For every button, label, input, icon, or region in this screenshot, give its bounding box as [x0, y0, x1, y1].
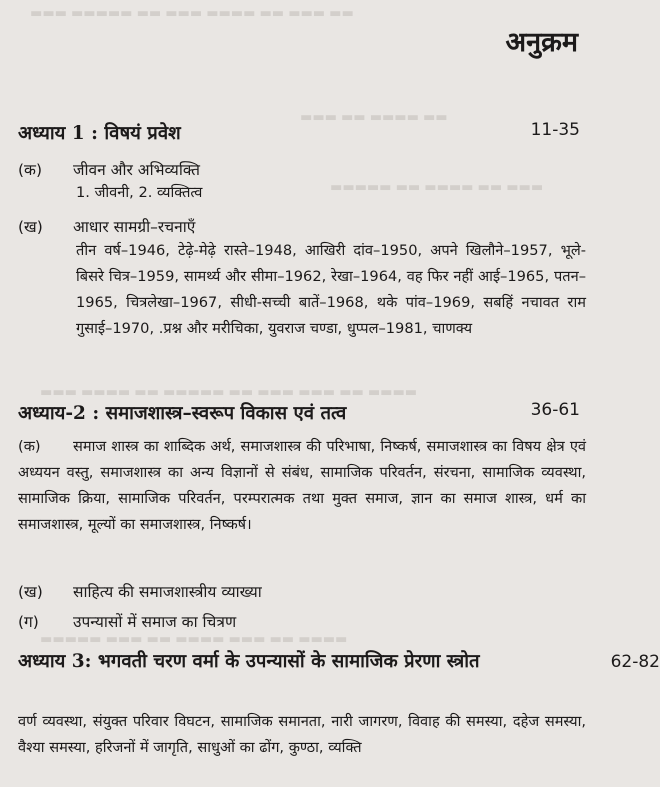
chapter-1-heading	[18, 120, 580, 145]
show-through-text: ▬▬ ▬▬▬ ▬▬ ▬▬▬▬ ▬▬▬ ▬▬ ▬▬▬▬▬ ▬▬▬	[30, 6, 354, 21]
section-marker: (ख)	[18, 583, 43, 601]
section-title: आधार सामग्री–रचनाएँ	[73, 218, 196, 236]
section-title: साहित्य की समाजशास्त्रीय व्याख्या	[73, 583, 262, 601]
section-marker: (ख)	[18, 218, 43, 236]
chapter-pages: 36-61	[530, 400, 580, 420]
section-marker: (ग)	[18, 613, 39, 631]
section-item	[18, 215, 586, 237]
section-body: तीन वर्ष–1946, टेढ़े-मेढ़े रास्ते–1948, आखिरी दांव–1950, अपने खिलौने–1957, भूले-बिसरे चित्र–1959, सामर्थ्य और सीमा–1962, रेखा–1964, वह फिर नहीं आई–1965, पतन–1965, चित्रलेखा–1967, सीधी-सच्ची बातें–1968, थके पांव–1969, सबहिं नचावत राम गुसाई–1970, .प्रश्न और मरीचिका, युवराज चण्डा, धुप्पल–1981, चाणक्य	[76, 242, 586, 337]
chapter-pages: 62-82	[610, 652, 660, 672]
chapter-title: अध्याय 1 : विषयं प्रवेश	[18, 123, 181, 144]
show-through-text: ▬▬ ▬▬▬▬ ▬▬ ▬▬▬	[300, 110, 448, 125]
chapter-pages: 11-35	[530, 120, 580, 140]
section-marker: (क)	[18, 438, 41, 455]
section-paragraph	[18, 434, 586, 538]
chapter-title: अध्याय-2 : समाजशास्त्र–स्वरूप विकास एवं तत्व	[18, 403, 347, 424]
section-title: उपन्यासों में समाज का चित्रण	[73, 613, 237, 631]
chapter-3-heading	[18, 645, 660, 679]
section-title: समाज शास्त्र का शाब्दिक अर्थ, समाजशास्त्र की परिभाषा, निष्कर्ष, समाजशास्त्र का विषय क्षेत्र एवं अध्ययन वस्तु, समाजशास्त्र का अन्य विज्ञानों से संबंध, सामाजिक परिवर्तन, संरचना, सामाजिक व्यवस्था, सामाजिक क्रिया, सामाजिक परिवर्तन, परम्परात्मक तथा मुक्त समाज, ज्ञान का समाज शास्त्र, धर्म का समाजशास्त्र, मूल्यों का समाजशास्त्र, निष्कर्ष।	[18, 438, 586, 533]
show-through-text: ▬▬▬▬ ▬▬ ▬▬▬ ▬▬▬▬ ▬▬ ▬▬▬ ▬▬▬▬▬	[40, 632, 348, 647]
show-through-text: ▬▬▬▬ ▬▬ ▬▬▬ ▬▬▬ ▬▬ ▬▬▬▬▬ ▬▬ ▬▬▬▬ ▬▬▬	[40, 385, 417, 400]
section-body: 1. जीवनी, 2. व्यक्तित्व	[76, 184, 203, 201]
section-marker: (क)	[18, 161, 42, 179]
section-title: जीवन और अभिव्यक्ति	[73, 161, 200, 179]
show-through-text: ▬▬▬ ▬▬ ▬▬▬▬ ▬▬ ▬▬▬▬▬	[330, 180, 544, 195]
section-item	[18, 580, 586, 602]
chapter-body: वर्ण व्यवस्था, संयुक्त परिवार विघटन, सामाजिक समानता, नारी जागरण, विवाह की समस्या, दहेज समस्या, वैश्या समस्या, हरिजनों में जागृति, साधुओं का ढोंग, कुण्ठा, व्यक्ति	[18, 713, 586, 756]
page-title: अनुक्रम	[505, 27, 578, 58]
chapter-2-heading	[18, 400, 580, 425]
section-item	[18, 610, 586, 632]
section-item	[18, 158, 586, 180]
chapter-title: अध्याय 3: भगवती चरण वर्मा के उपन्यासों के सामाजिक प्रेरणा स्त्रोत	[18, 651, 480, 672]
